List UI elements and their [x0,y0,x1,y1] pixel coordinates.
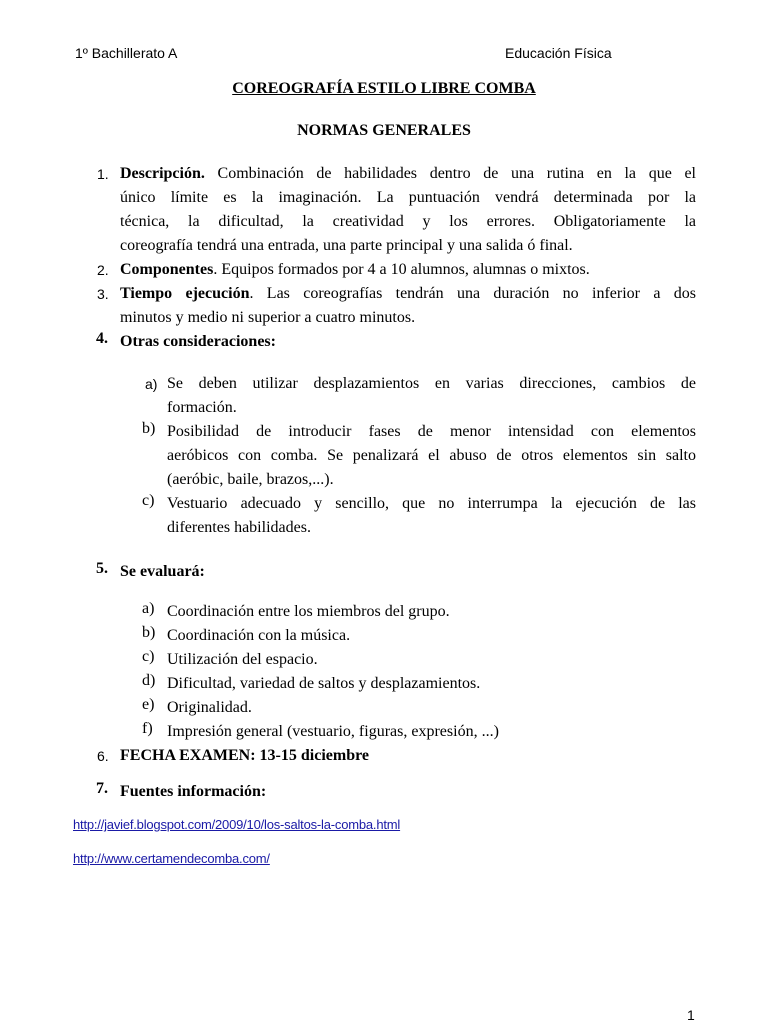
item-1-line-4: coreografía tendrá una entrada, una parte principal y una salida ó final. [120,237,573,254]
item-2-line-1 [120,258,590,282]
item-4b-line-3: (aeróbic, baile, brazos,...). [167,471,334,488]
item-3-term: Tiempo ejecución [120,285,250,302]
item-1-line-2: único límite es la imaginación. La puntuación vendrá determinada por la [120,189,696,206]
item-5a-text: Coordinación entre los miembros del grupo. [167,603,450,620]
item-7-number: 7. [96,780,108,797]
item-1-line-1 [120,162,696,186]
source-link-1[interactable]: http://javief.blogspot.com/2009/10/los-saltos-la-comba.html [73,817,401,832]
item-5-term: Se evaluará: [120,563,205,580]
item-3-number: 3. [97,286,109,302]
document-title: COREOGRAFÍA ESTILO LIBRE COMBA [232,80,536,97]
source-link-2[interactable]: http://www.certamendecomba.com/ [73,851,270,866]
item-5b-text: Coordinación con la música. [167,627,351,644]
item-1-number: 1. [97,166,109,182]
item-3-text-1: . Las coreografías tendrán una duración no inferior a dos [249,285,696,302]
item-4-number: 4. [96,330,108,347]
item-5f-text: Impresión general (vestuario, figuras, expresión, ...) [167,723,499,740]
item-5f-letter: f) [142,720,153,737]
item-4b-line-1: Posibilidad de introducir fases de menor intensidad con elementos [167,423,696,440]
item-5-number: 5. [96,560,108,577]
header-left: 1º Bachillerato A [75,45,178,61]
item-1-line-3: técnica, la dificultad, la creatividad y los errores. Obligatoriamente la [120,213,696,230]
item-1-term: Descripción. [120,165,205,182]
item-5a-letter: a) [142,600,155,617]
header-right: Educación Física [505,45,612,61]
item-4c-letter: c) [142,492,155,509]
item-5d-text: Dificultad, variedad de saltos y desplazamientos. [167,675,481,692]
item-1-text-1: Combinación de habilidades dentro de una rutina en la que el [204,165,696,182]
item-3-line-1 [120,282,696,306]
item-5d-letter: d) [142,672,156,689]
item-6-number: 6. [97,748,109,764]
item-5c-text: Utilización del espacio. [167,651,318,668]
item-4c-line-1: Vestuario adecuado y sencillo, que no interrumpa la ejecución de las [167,495,696,512]
item-4b-line-2: aeróbicos con comba. Se penalizará el abuso de otros elementos sin salto [167,447,696,464]
item-4b-letter: b) [142,420,156,437]
item-4a-line-1: Se deben utilizar desplazamientos en varias direcciones, cambios de [167,375,696,392]
item-7-term: Fuentes información: [120,783,267,800]
item-4c-line-2: diferentes habilidades. [167,519,311,536]
page-number: 1 [687,1007,695,1023]
item-3-line-2: minutos y medio ni superior a cuatro minutos. [120,309,416,326]
item-5e-text: Originalidad. [167,699,252,716]
document-subtitle: NORMAS GENERALES [297,122,471,139]
item-4a-line-2: formación. [167,399,237,416]
item-4-term: Otras consideraciones: [120,333,276,350]
item-6-term: FECHA EXAMEN: 13-15 diciembre [120,747,370,764]
item-4a-letter: a) [145,376,158,392]
item-5b-letter: b) [142,624,156,641]
item-5e-letter: e) [142,696,155,713]
item-5c-letter: c) [142,648,155,665]
item-2-text-1: . Equipos formados por 4 a 10 alumnos, alumnas o mixtos. [213,261,590,278]
item-2-term: Componentes [120,261,214,278]
item-2-number: 2. [97,262,109,278]
